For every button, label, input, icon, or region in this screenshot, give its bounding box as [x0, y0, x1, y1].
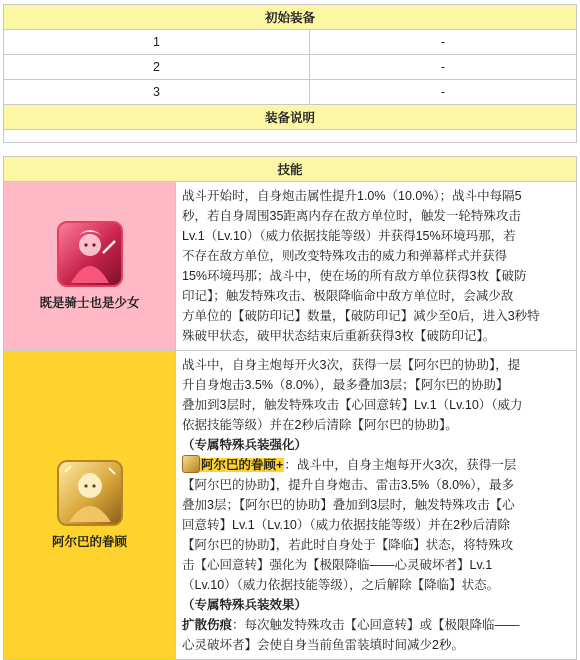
desc-line: 殊破甲状态，破甲状态结束后重新获得3枚【破防印记】。 — [182, 329, 496, 343]
equipment-notes-header: 装备说明 — [4, 105, 577, 130]
equipment-slot-index: 3 — [4, 80, 310, 105]
desc-line: 叠加到3层时，触发特殊攻击【心回意转】Lv.1（Lv.10）（威力 — [182, 398, 523, 412]
skill-name-cell — [4, 351, 176, 660]
skill-row-2 — [4, 351, 577, 660]
skills-header: 技能 — [4, 157, 577, 182]
equipment-slot-value: - — [310, 30, 577, 55]
ex-effect-title: （专属特殊兵装效果） — [182, 598, 308, 612]
ex-enhance-title: （专属特殊兵装强化） — [182, 438, 308, 452]
desc-line: 秒，若自身周围35距离内存在敌方单位时，触发一轮特殊攻击 — [182, 209, 521, 223]
skill-description — [176, 351, 577, 660]
equipment-header: 初始装备 — [4, 5, 577, 30]
ex-enhance-lead — [182, 455, 570, 475]
alba-blessing-plus-icon — [182, 455, 200, 473]
desc-line: 15%环境玛那；战斗中，使在场的所有敌方单位获得3枚【破防 — [182, 269, 527, 283]
equipment-slot-value: - — [310, 80, 577, 105]
desc-line: 击【心回意转】强化为【极限降临——心灵破坏者】Lv.1 — [182, 558, 493, 572]
desc-line: Lv.1（Lv.10）（威力依据技能等级）并获得15%环境玛那，若 — [182, 229, 516, 243]
table-row — [4, 80, 577, 105]
desc-line: （Lv.10）（威力依据技能等级），之后解除【降临】状态。 — [182, 578, 500, 592]
ex-skill-name: 阿尔巴的眷顾+ — [201, 458, 284, 472]
desc-line: 印记】；触发特殊攻击、极限降临命中敌方单位时，会减少敌 — [182, 289, 514, 303]
desc-line: 心灵破坏者】会使自身当前鱼雷装填时间减少2秒。 — [182, 638, 464, 652]
effect-label: 扩散伤痕 — [182, 618, 233, 632]
effect-text: ：每次触发特殊攻击【心回意转】或【极限降临—— — [232, 618, 520, 632]
skills-table — [3, 156, 577, 660]
desc-line: 【阿尔巴的协助】，若此时自身处于【降临】状态，将特殊攻 — [182, 538, 514, 552]
initial-equipment-table — [3, 4, 577, 143]
desc-line: 战斗开始时，自身炮击属性提升1.0%（10.0%）；战斗中每隔5 — [182, 189, 522, 203]
table-row — [4, 55, 577, 80]
equipment-slot-value: - — [310, 55, 577, 80]
skill-row-1 — [4, 182, 577, 351]
desc-line: 方单位的【破防印记】数量，【破防印记】减少至0后，进入3秒特 — [182, 309, 540, 323]
desc-line: 【阿尔巴的协助】，提升自身炮击、雷击3.5%（8.0%），最多 — [182, 478, 514, 492]
desc-line: 战斗中，自身主炮每开火3次，获得一层【阿尔巴的协助】，提 — [182, 358, 521, 372]
equipment-notes-body — [4, 130, 577, 143]
knight-girl-skill-icon — [57, 221, 123, 287]
skill-description — [176, 182, 577, 351]
desc-line: 升自身炮击3.5%（8.0%），最多叠加3层；【阿尔巴的协助】 — [182, 378, 509, 392]
table-row — [4, 30, 577, 55]
skill-name: 既是骑士也是少女 — [39, 296, 140, 310]
ex-effect-line — [182, 615, 570, 635]
equipment-slot-index: 1 — [4, 30, 310, 55]
desc-line: 不存在敌方单位，则改变特殊攻击的威力和弹幕样式并获得 — [182, 249, 508, 263]
skill-name-cell — [4, 182, 176, 351]
equipment-slot-index: 2 — [4, 55, 310, 80]
ex-lead-text: ：战斗中，自身主炮每开火3次，获得一层 — [284, 458, 517, 472]
desc-line: 回意转】Lv.1（Lv.10）（威力依据技能等级）并在2秒后清除 — [182, 518, 511, 532]
alba-blessing-skill-icon — [57, 460, 123, 526]
desc-line: 依据技能等级）并在2秒后清除【阿尔巴的协助】。 — [182, 418, 458, 432]
skill-name: 阿尔巴的眷顾 — [51, 535, 127, 549]
desc-line: 叠加3层；【阿尔巴的协助】叠加到3层时，触发特殊攻击【心 — [182, 498, 515, 512]
